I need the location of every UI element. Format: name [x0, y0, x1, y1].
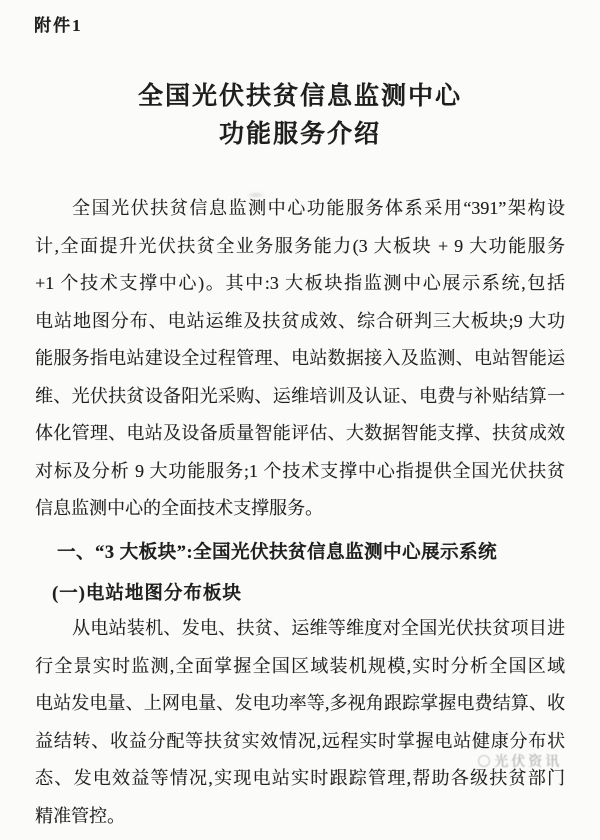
body-line: 全国光伏扶贫信息监测中心功能服务体系采用“391”架构设: [72, 198, 565, 218]
paragraph-station-map: [35, 610, 565, 835]
section-heading-3-major-modules: 一、“3 大板块”:全国光伏扶贫信息监测中心展示系统: [57, 543, 498, 563]
body-line: 电站地图分布、电站运维及扶贫成效、综合研判三大板块;9 大功: [35, 310, 565, 331]
body-line: 计,全面提升光伏扶贫全业务服务能力(3 大板块 + 9 大功能服务: [35, 235, 565, 256]
body-line: 行全景实时监测,全面掌握全国区域装机规模,实时分析全国区域: [35, 655, 565, 676]
document-title-line1: 全国光伏扶贫信息监测中心: [137, 83, 462, 110]
body-line: 对标及分析 9 大功能服务;1 个技术支撑中心指提供全国光伏扶贫: [35, 460, 565, 481]
subsection-heading-station-map-module: (一)电站地图分布板块: [52, 584, 242, 604]
body-line: 信息监测中心的全面技术支撑服务。: [35, 498, 323, 519]
watermark-text: 光伏资讯: [494, 755, 562, 770]
body-line: 态、发电效益等情况,实现电站实时跟踪管理,帮助各级扶贫部门: [35, 768, 565, 789]
attachment-label: 附件1: [34, 16, 83, 35]
paragraph-intro: [35, 190, 565, 528]
document-title: [0, 78, 600, 154]
body-line: 维、光伏扶贫设备阳光采购、运维培训及认证、电费与补贴结算一: [35, 385, 565, 406]
body-line: 电站发电量、上网电量、发电功率等,多视角跟踪掌握电费结算、收: [35, 693, 565, 714]
document-title-line2: 功能服务介绍: [218, 121, 381, 148]
watermark-logo-icon: [478, 755, 490, 767]
body-line: 精准管控。: [35, 805, 125, 826]
body-line: 体化管理、电站及设备质量智能评估、大数据智能支撑、扶贫成效: [35, 423, 565, 444]
body-line: 益结转、收益分配等扶贫实效情况,远程实时掌握电站健康分布状: [35, 730, 565, 751]
watermark: [478, 751, 562, 771]
body-line: +1 个技术支撑中心)。其中:3 大板块指监测中心展示系统,包括: [35, 273, 565, 294]
body-line: 从电站装机、发电、扶贫、运维等维度对全国光伏扶贫项目进: [72, 618, 565, 638]
body-line: 能服务指电站建设全过程管理、电站数据接入及监测、电站智能运: [35, 348, 565, 369]
